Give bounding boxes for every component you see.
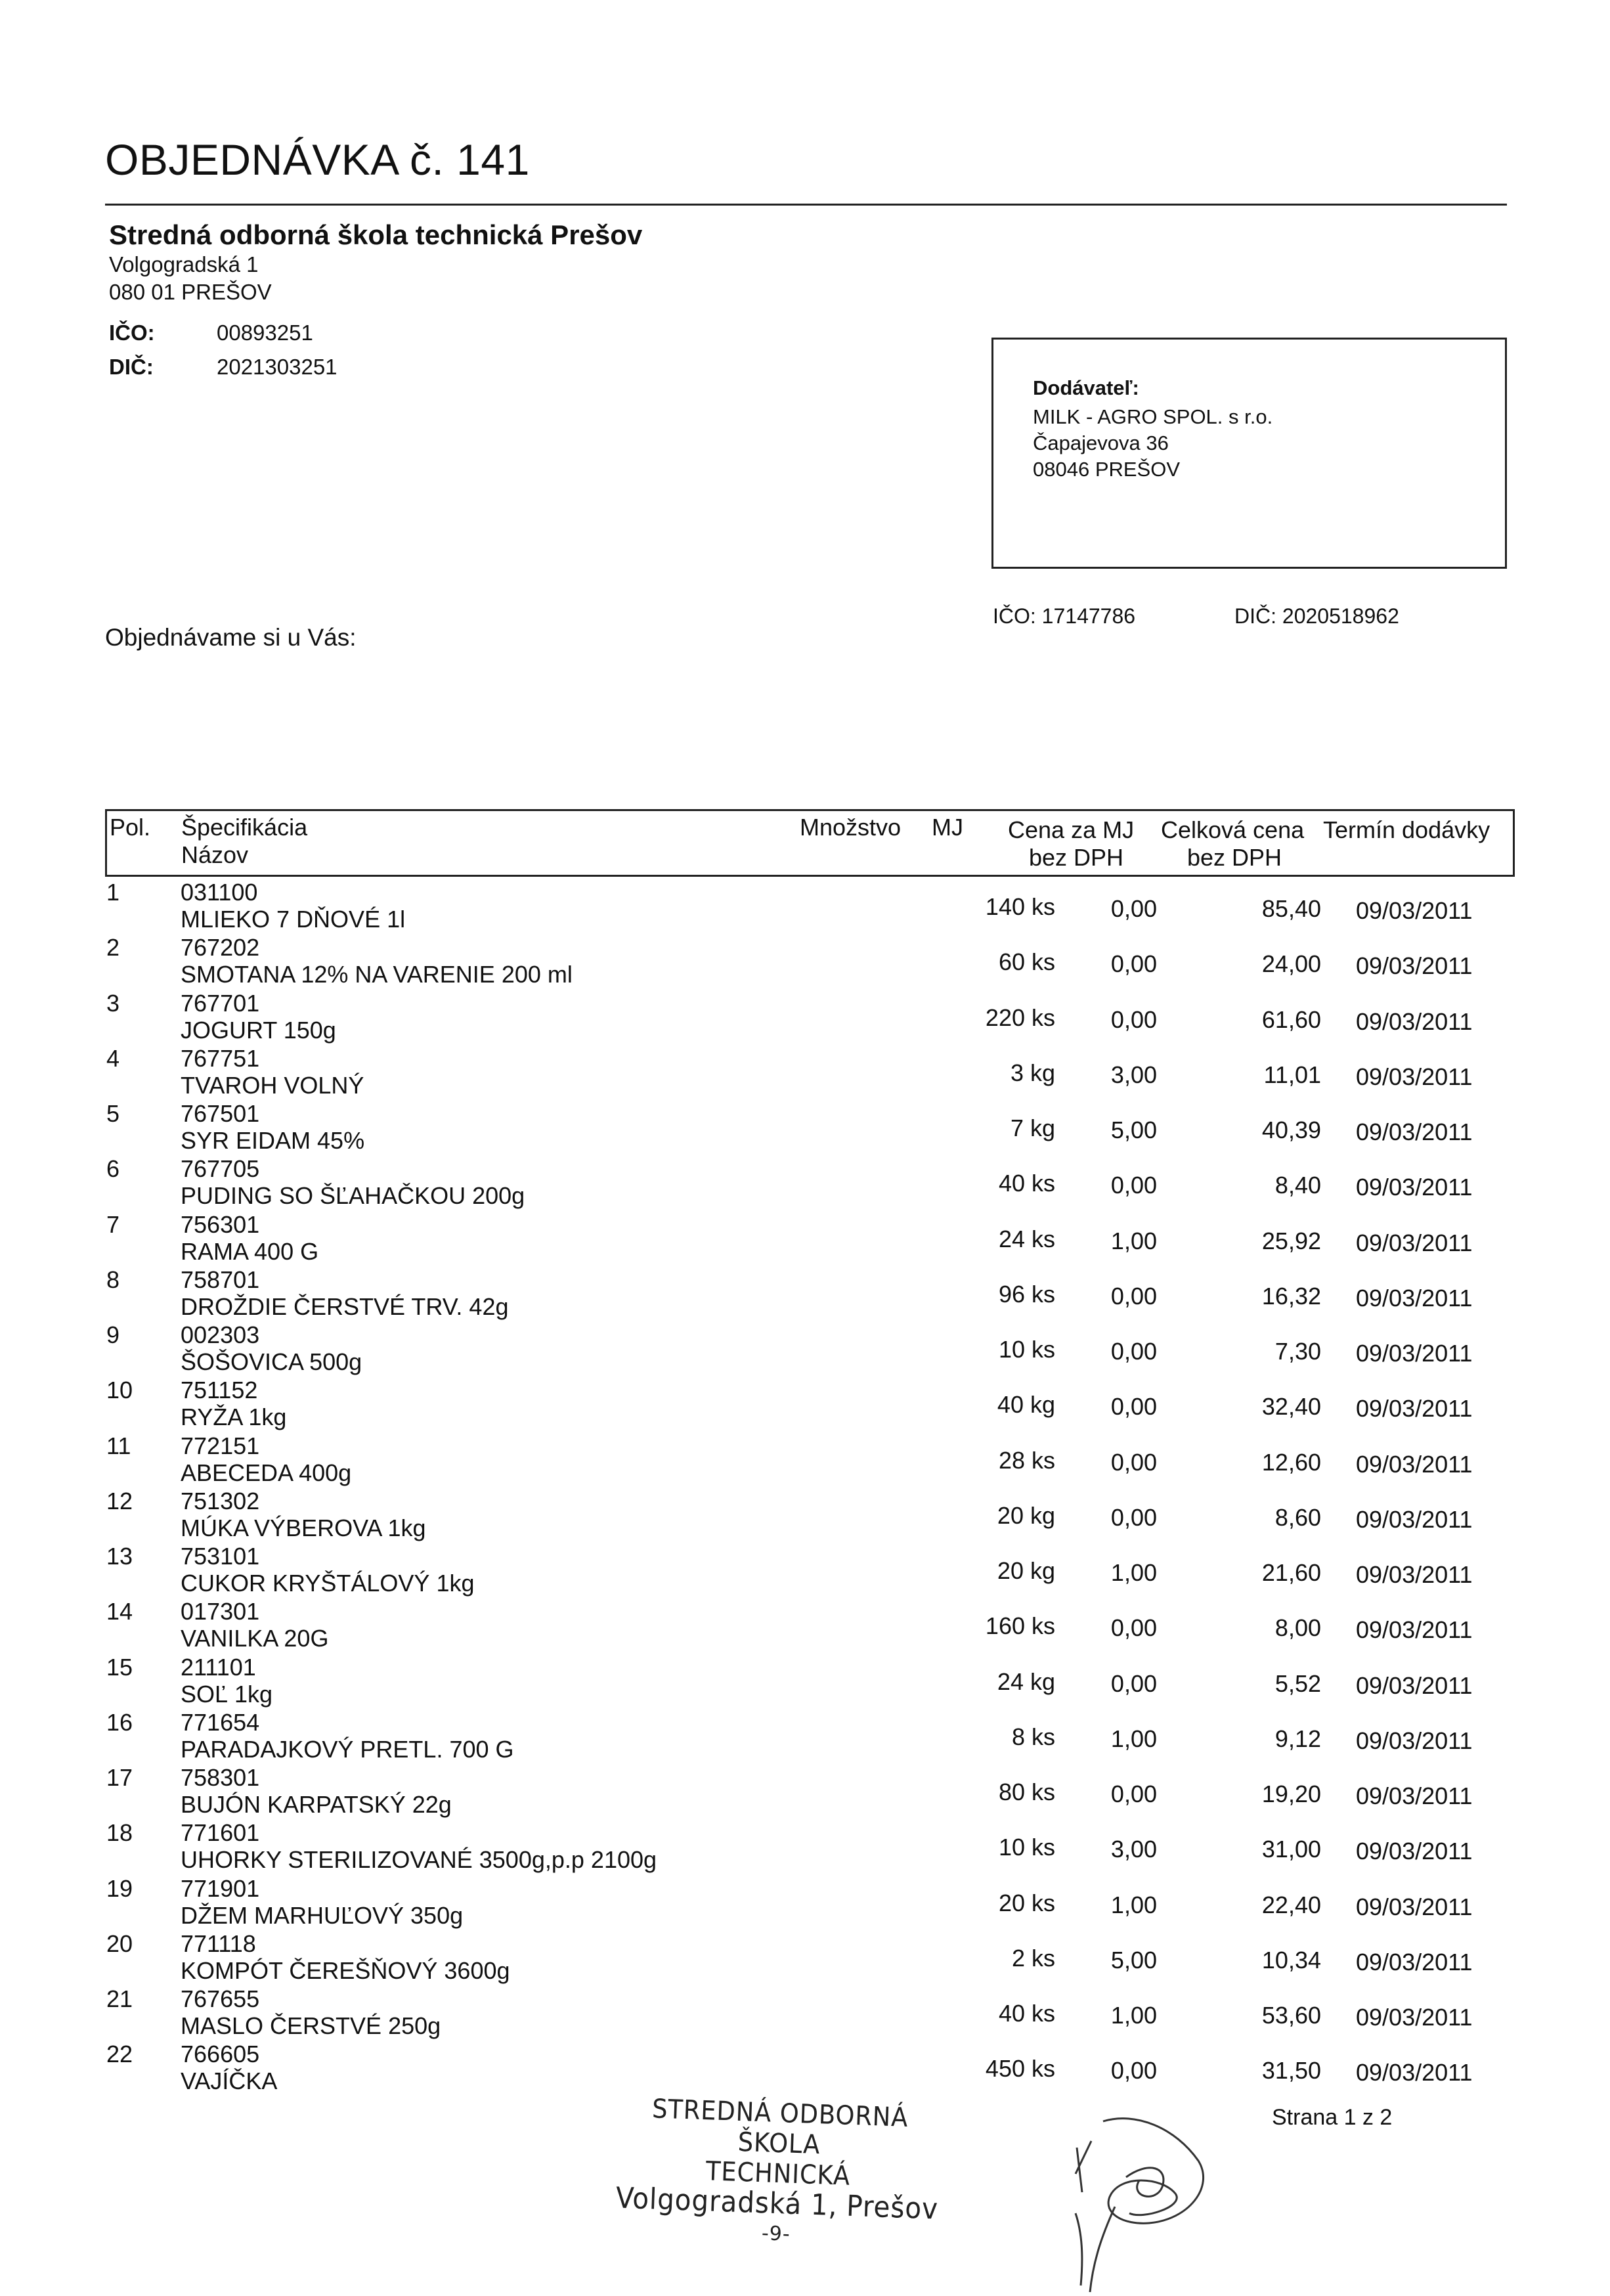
table-row: [105, 1985, 1515, 2041]
table-row: [105, 1543, 1515, 1598]
item-unit-price: 0,00: [1110, 1172, 1157, 1199]
item-total: 32,40: [1261, 1393, 1321, 1421]
item-unit-price: 1,00: [1110, 2002, 1157, 2029]
item-code: 772151: [181, 1432, 260, 1459]
item-pol: 3: [106, 989, 120, 1017]
item-quantity: 20 ks: [998, 1889, 1055, 1916]
item-delivery-date: 09/03/2011: [1356, 1561, 1473, 1588]
item-pol: 22: [106, 2041, 133, 2068]
item-quantity: 20 kg: [997, 1557, 1055, 1584]
item-unit-price: 1,00: [1110, 1559, 1157, 1586]
item-name: VAJÍČKA: [181, 2067, 278, 2095]
item-name: PUDING SO ŠĽAHAČKOU 200g: [181, 1182, 525, 1210]
header-spec: Špecifikácia: [181, 814, 308, 841]
item-delivery-date: 09/03/2011: [1356, 1118, 1473, 1145]
item-delivery-date: 09/03/2011: [1356, 1727, 1473, 1754]
item-pol: 1: [106, 879, 120, 906]
buyer-name: Stredná odborná škola technická Prešov: [109, 219, 643, 250]
item-total: 53,60: [1261, 2002, 1321, 2029]
item-delivery-date: 09/03/2011: [1356, 1395, 1473, 1423]
table-row: [105, 1598, 1515, 1653]
item-quantity: 8 ks: [1011, 1723, 1055, 1750]
signature: [1064, 2115, 1221, 2296]
supplier-street: Čapajevova 36: [1033, 431, 1169, 454]
item-code: 767701: [181, 989, 260, 1017]
item-name: DŽEM MARHUĽOVÝ 350g: [181, 1901, 464, 1929]
table-row: [105, 1875, 1515, 1930]
stamp-line-3: Volgogradská 1, Prešov: [615, 2181, 939, 2226]
item-total: 7,30: [1274, 1338, 1321, 1365]
table-row: [105, 879, 1515, 934]
item-quantity: 3 kg: [1010, 1059, 1055, 1086]
item-quantity: 10 ks: [998, 1834, 1055, 1861]
item-pol: 12: [106, 1487, 133, 1514]
item-name: MÚKA VÝBEROVA 1kg: [181, 1514, 426, 1541]
item-quantity: 160 ks: [985, 1612, 1055, 1640]
header-mnozstvo: Množstvo: [800, 814, 902, 841]
table-row: [105, 1764, 1515, 1819]
item-quantity: 96 ks: [998, 1280, 1055, 1308]
item-name: CUKOR KRYŠTÁLOVÝ 1kg: [181, 1570, 475, 1597]
item-pol: 19: [106, 1874, 133, 1902]
stamp-line-1: STREDNÁ ODBORNÁ ŠKOLA: [651, 2094, 909, 2161]
buyer-dic-label: DIČ:: [109, 355, 154, 379]
table-row: [105, 1045, 1515, 1100]
title-divider: [105, 204, 1507, 206]
item-quantity: 24 kg: [997, 1667, 1055, 1695]
item-total: 11,01: [1263, 1061, 1321, 1088]
table-row: [105, 1930, 1515, 1985]
item-unit-price: 0,00: [1110, 950, 1157, 978]
order-intro: Objednávame si u Vás:: [105, 624, 357, 651]
item-name: ABECEDA 400g: [181, 1459, 352, 1486]
item-pol: 16: [106, 1708, 133, 1736]
item-unit-price: 3,00: [1110, 1836, 1157, 1863]
item-name: SYR EIDAM 45%: [181, 1127, 365, 1154]
item-delivery-date: 09/03/2011: [1356, 1782, 1473, 1809]
header-mj: MJ: [932, 814, 963, 841]
buyer-ico: 00893251: [217, 320, 313, 345]
item-pol: 21: [106, 1985, 133, 2012]
header-cena-dph: bez DPH: [1029, 844, 1124, 871]
item-unit-price: 0,00: [1110, 895, 1157, 922]
item-quantity: 220 ks: [985, 1004, 1055, 1031]
item-unit-price: 0,00: [1110, 1282, 1157, 1310]
item-quantity: 40 ks: [998, 1170, 1055, 1197]
table-row: [105, 1377, 1515, 1432]
item-total: 31,50: [1261, 2057, 1321, 2085]
item-name: ŠOŠOVICA 500g: [181, 1348, 362, 1375]
item-delivery-date: 09/03/2011: [1356, 1616, 1473, 1644]
item-code: 753101: [181, 1543, 260, 1570]
item-pol: 17: [106, 1764, 133, 1791]
item-pol: 4: [106, 1044, 120, 1072]
item-total: 61,60: [1261, 1005, 1321, 1033]
item-total: 5,52: [1274, 1669, 1321, 1697]
item-pol: 5: [106, 1100, 120, 1127]
header-pol: Pol.: [110, 814, 151, 841]
supplier-label: Dodávateľ:: [1033, 376, 1139, 399]
item-pol: 7: [106, 1210, 120, 1238]
item-code: 766605: [181, 2041, 260, 2068]
table-row: [105, 1155, 1515, 1210]
item-total: 9,12: [1274, 1725, 1321, 1752]
item-code: 017301: [181, 1598, 260, 1625]
item-delivery-date: 09/03/2011: [1356, 2004, 1473, 2031]
item-quantity: 2 ks: [1011, 1944, 1055, 1972]
item-total: 12,60: [1261, 1448, 1321, 1476]
table-row: [105, 1266, 1515, 1321]
item-pol: 2: [106, 934, 120, 961]
item-pol: 20: [106, 1930, 133, 1957]
item-name: SOĽ 1kg: [181, 1680, 273, 1708]
item-total: 85,40: [1261, 895, 1321, 922]
item-unit-price: 0,00: [1110, 1780, 1157, 1807]
item-delivery-date: 09/03/2011: [1356, 1340, 1473, 1367]
item-quantity: 40 kg: [997, 1391, 1055, 1419]
item-total: 10,34: [1261, 1946, 1321, 1974]
item-delivery-date: 09/03/2011: [1356, 1007, 1473, 1035]
item-delivery-date: 09/03/2011: [1356, 1063, 1473, 1090]
item-delivery-date: 09/03/2011: [1356, 1174, 1473, 1201]
stamp-line-2: TECHNICKÁ: [705, 2156, 851, 2192]
item-delivery-date: 09/03/2011: [1356, 897, 1473, 924]
school-stamp: [592, 2092, 965, 2255]
item-name: MLIEKO 7 DŇOVÉ 1l: [181, 906, 406, 933]
item-unit-price: 0,00: [1110, 1669, 1157, 1697]
item-name: JOGURT 150g: [181, 1016, 336, 1044]
item-code: 771601: [181, 1819, 260, 1847]
item-name: SMOTANA 12% NA VARENIE 200 ml: [181, 961, 573, 988]
table-row: [105, 934, 1515, 989]
item-code: 751302: [181, 1487, 260, 1514]
item-pol: 9: [106, 1321, 120, 1348]
item-quantity: 60 ks: [998, 948, 1055, 976]
table-row: [105, 1488, 1515, 1543]
supplier-ico: IČO: 17147786: [993, 604, 1136, 628]
table-row: [105, 2041, 1515, 2096]
item-pol: 15: [106, 1653, 133, 1681]
item-delivery-date: 09/03/2011: [1356, 1229, 1473, 1256]
item-code: 767655: [181, 1985, 260, 2012]
item-code: 211101: [181, 1653, 256, 1681]
item-unit-price: 0,00: [1110, 1614, 1157, 1642]
table-row: [105, 1654, 1515, 1709]
item-delivery-date: 09/03/2011: [1356, 952, 1473, 980]
item-unit-price: 5,00: [1110, 1946, 1157, 1974]
item-pol: 18: [106, 1819, 133, 1847]
items-list: [105, 879, 1515, 2096]
item-code: 771118: [181, 1930, 256, 1957]
item-name: MASLO ČERSTVÉ 250g: [181, 2012, 441, 2039]
document-title: OBJEDNÁVKA č. 141: [105, 135, 530, 184]
item-quantity: 28 ks: [998, 1446, 1055, 1474]
item-pol: 11: [106, 1432, 131, 1459]
item-unit-price: 0,00: [1110, 2057, 1157, 2085]
item-total: 24,00: [1261, 950, 1321, 978]
item-unit-price: 0,00: [1110, 1393, 1157, 1421]
item-quantity: 450 ks: [985, 2055, 1055, 2083]
item-quantity: 80 ks: [998, 1778, 1055, 1805]
item-delivery-date: 09/03/2011: [1356, 1948, 1473, 1976]
table-row: [105, 1100, 1515, 1155]
item-delivery-date: 09/03/2011: [1356, 1284, 1473, 1312]
buyer-dic: 2021303251: [217, 355, 337, 379]
item-name: PARADAJKOVÝ PRETL. 700 G: [181, 1735, 514, 1763]
item-pol: 10: [106, 1377, 133, 1404]
item-name: DROŽDIE ČERSTVÉ TRV. 42g: [181, 1292, 509, 1320]
header-termin: Termín dodávky: [1323, 816, 1490, 843]
item-name: TVAROH VOLNÝ: [181, 1071, 364, 1099]
item-total: 16,32: [1261, 1282, 1321, 1310]
item-total: 22,40: [1261, 1891, 1321, 1918]
item-delivery-date: 09/03/2011: [1356, 1838, 1473, 1865]
item-code: 756301: [181, 1210, 260, 1238]
item-code: 767202: [181, 934, 260, 961]
item-name: RAMA 400 G: [181, 1237, 319, 1265]
item-unit-price: 0,00: [1110, 1503, 1157, 1531]
item-name: KOMPÓT ČEREŠŇOVÝ 3600g: [181, 1956, 510, 1984]
item-unit-price: 1,00: [1110, 1891, 1157, 1918]
supplier-box: [991, 338, 1507, 569]
table-row: [105, 990, 1515, 1045]
item-total: 25,92: [1261, 1227, 1321, 1254]
header-nazov: Názov: [181, 841, 249, 868]
item-total: 8,60: [1274, 1503, 1321, 1531]
item-total: 31,00: [1261, 1836, 1321, 1863]
item-total: 8,00: [1274, 1614, 1321, 1642]
table-header: [105, 809, 1515, 877]
item-name: VANILKA 20G: [181, 1625, 329, 1652]
table-row: [105, 1321, 1515, 1377]
item-total: 19,20: [1261, 1780, 1321, 1807]
item-code: 771654: [181, 1708, 260, 1736]
item-pol: 6: [106, 1155, 120, 1183]
item-quantity: 40 ks: [998, 2000, 1055, 2027]
item-quantity: 20 kg: [997, 1501, 1055, 1529]
item-unit-price: 0,00: [1110, 1005, 1157, 1033]
item-pol: 8: [106, 1266, 120, 1293]
item-code: 771901: [181, 1874, 260, 1902]
item-code: 002303: [181, 1321, 260, 1348]
supplier-dic: DIČ: 2020518962: [1234, 604, 1399, 628]
item-code: 758301: [181, 1764, 260, 1791]
item-unit-price: 1,00: [1110, 1227, 1157, 1254]
item-pol: 14: [106, 1598, 133, 1625]
table-row: [105, 1819, 1515, 1874]
item-code: 767501: [181, 1100, 260, 1127]
item-quantity: 140 ks: [985, 893, 1055, 920]
item-quantity: 7 kg: [1010, 1115, 1055, 1141]
table-row: [105, 1211, 1515, 1266]
supplier-city: 08046 PREŠOV: [1033, 458, 1181, 481]
table-row: [105, 1432, 1515, 1488]
table-row: [105, 1709, 1515, 1764]
item-name: BUJÓN KARPATSKÝ 22g: [181, 1791, 452, 1818]
item-unit-price: 1,00: [1110, 1725, 1157, 1752]
header-cena: Cena za MJ: [1008, 816, 1135, 843]
header-celkova-dph: bez DPH: [1187, 844, 1282, 871]
item-name: RYŽA 1kg: [181, 1403, 287, 1431]
item-code: 758701: [181, 1266, 260, 1293]
item-quantity: 10 ks: [998, 1336, 1055, 1363]
buyer-ico-label: IČO:: [109, 320, 155, 345]
item-unit-price: 0,00: [1110, 1448, 1157, 1476]
item-name: UHORKY STERILIZOVANÉ 3500g,p.p 2100g: [181, 1846, 657, 1874]
item-quantity: 24 ks: [998, 1225, 1055, 1252]
item-pol: 13: [106, 1543, 133, 1570]
item-delivery-date: 09/03/2011: [1356, 2059, 1473, 2086]
item-code: 751152: [181, 1377, 258, 1404]
item-delivery-date: 09/03/2011: [1356, 1450, 1473, 1478]
item-delivery-date: 09/03/2011: [1356, 1893, 1473, 1920]
item-code: 767751: [181, 1044, 260, 1072]
stamp-line-4: -9-: [761, 2222, 791, 2246]
item-total: 21,60: [1261, 1559, 1321, 1586]
item-unit-price: 3,00: [1110, 1061, 1157, 1088]
item-delivery-date: 09/03/2011: [1356, 1505, 1473, 1533]
item-code: 767705: [181, 1155, 260, 1183]
supplier-name: MILK - AGRO SPOL. s r.o.: [1033, 405, 1273, 428]
item-unit-price: 0,00: [1110, 1338, 1157, 1365]
item-code: 031100: [181, 879, 258, 906]
page-number: Strana 1 z 2: [1272, 2105, 1393, 2130]
buyer-city: 080 01 PREŠOV: [109, 280, 272, 304]
buyer-street: Volgogradská 1: [109, 252, 259, 276]
header-celkova: Celková cena: [1161, 816, 1305, 843]
item-unit-price: 5,00: [1110, 1116, 1157, 1143]
item-total: 8,40: [1274, 1172, 1321, 1199]
item-delivery-date: 09/03/2011: [1356, 1671, 1473, 1699]
item-total: 40,39: [1261, 1116, 1321, 1143]
